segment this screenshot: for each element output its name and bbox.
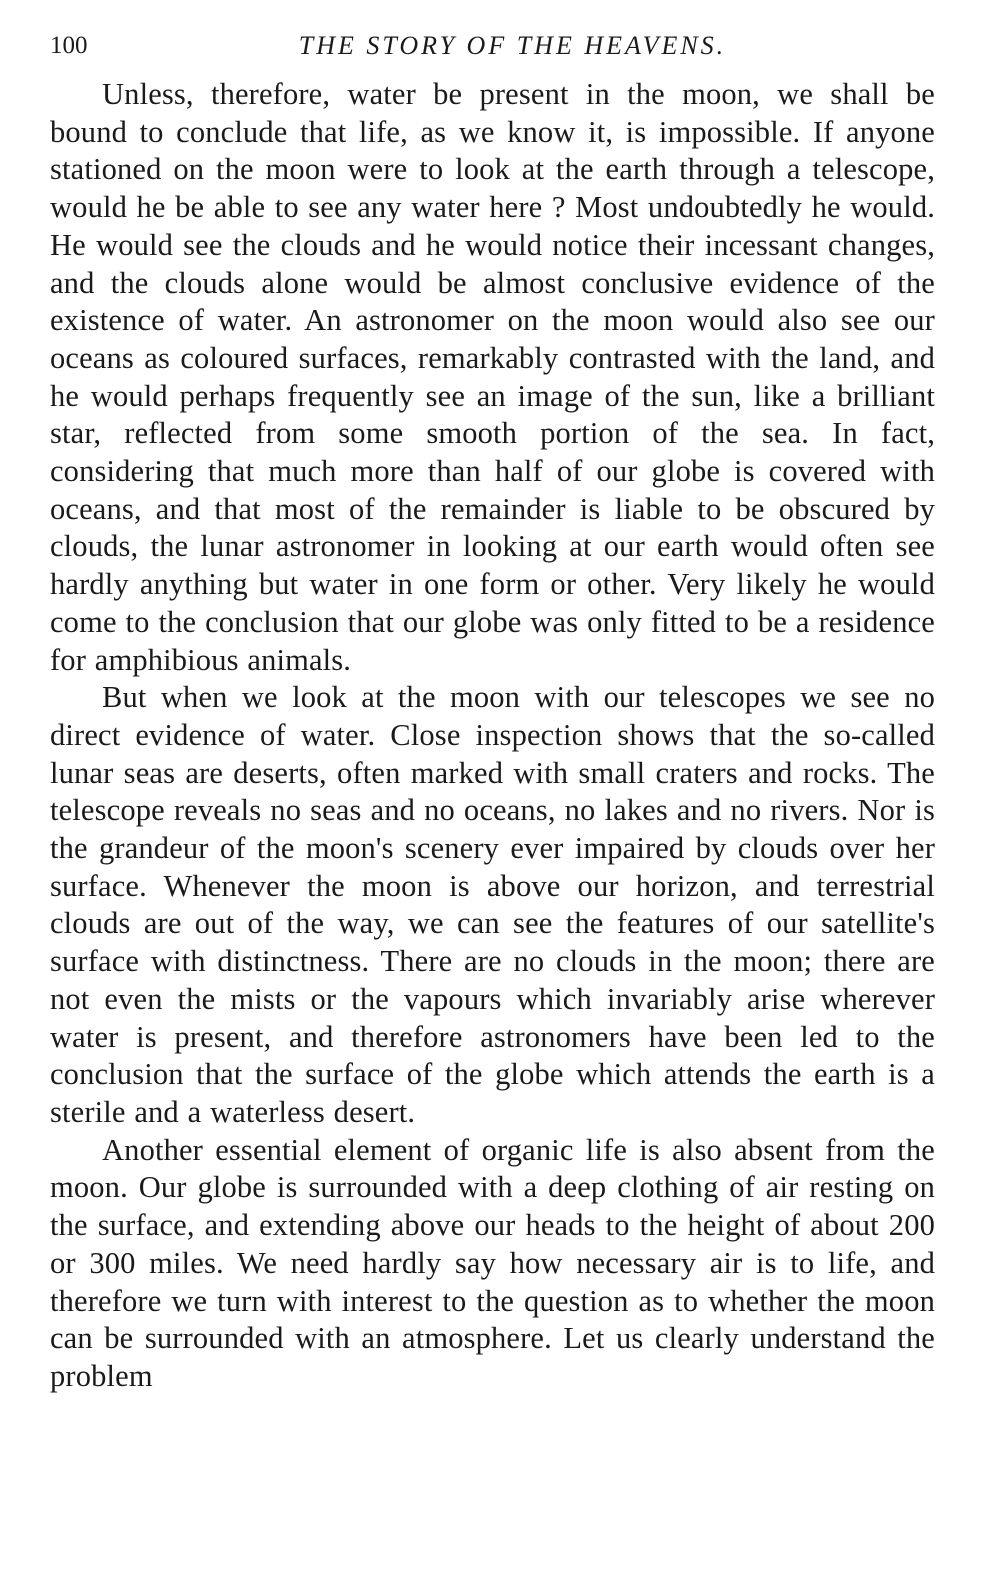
paragraph-water-on-earth: Unless, therefore, water be present in the moon, we shall be bound to conclude that life, as we know it, is impossible. If anyone stationed on the moon were to look at the earth through a telescope, would he be able to see any water here ? Most undoubtedly he would. He would see the clouds and he would notice their incessant changes, and the clouds alone would be almost conclusive evidence of the existence of water. An astronomer on the moon would also see our oceans as coloured surfaces, remarkably contrasted with the land, and he would perhaps frequently see an image of the sun, like a brilliant star, reflected from some smooth portion of the sea. In fact, considering that much more than half of our globe is covered with oceans, and that most of the remainder is liable to be obscured by clouds, the lunar astronomer in looking at our earth would often see hardly anything but water in one form or other. Very likely he would come to the conclusion that our globe was only fitted to be a residence for amphibious animals. bbox=[50, 77, 935, 677]
paragraph-lunar-atmosphere: Another essential element of organic life is also absent from the moon. Our globe is surrounded with a deep clothing of air resting on the surface, and extending above our heads to the height of about 200 or 300 miles. We need hardly say how necessary air is to life, and therefore we turn with interest to the question as to whether the moon can be surrounded with an atmosphere. Let us clearly understand the problem bbox=[50, 1132, 935, 1393]
page-number: 100 bbox=[50, 32, 88, 59]
running-title: THE STORY OF THE HEAVENS. bbox=[298, 31, 727, 60]
book-page bbox=[50, 22, 935, 1396]
paragraph-no-water-on-moon: But when we look at the moon with our telescopes we see no direct evidence of water. Close inspection shows that the so-called lunar seas are deserts, often marked with small craters and rocks. The telescope reveals no seas and no oceans, no lakes and no rivers. Nor is the grandeur of the moon's scenery ever impaired by clouds over her surface. Whenever the moon is above our horizon, and terrestrial clouds are out of the way, we can see the features of our satellite's surface with distinctness. There are no clouds in the moon; there are not even the mists or the vapours which invariably arise wherever water is present, and therefore astronomers have been led to the conclusion that the surface of the globe which attends the earth is a sterile and a waterless desert. bbox=[50, 680, 935, 1129]
running-head bbox=[50, 22, 935, 70]
body-text bbox=[50, 76, 935, 1396]
